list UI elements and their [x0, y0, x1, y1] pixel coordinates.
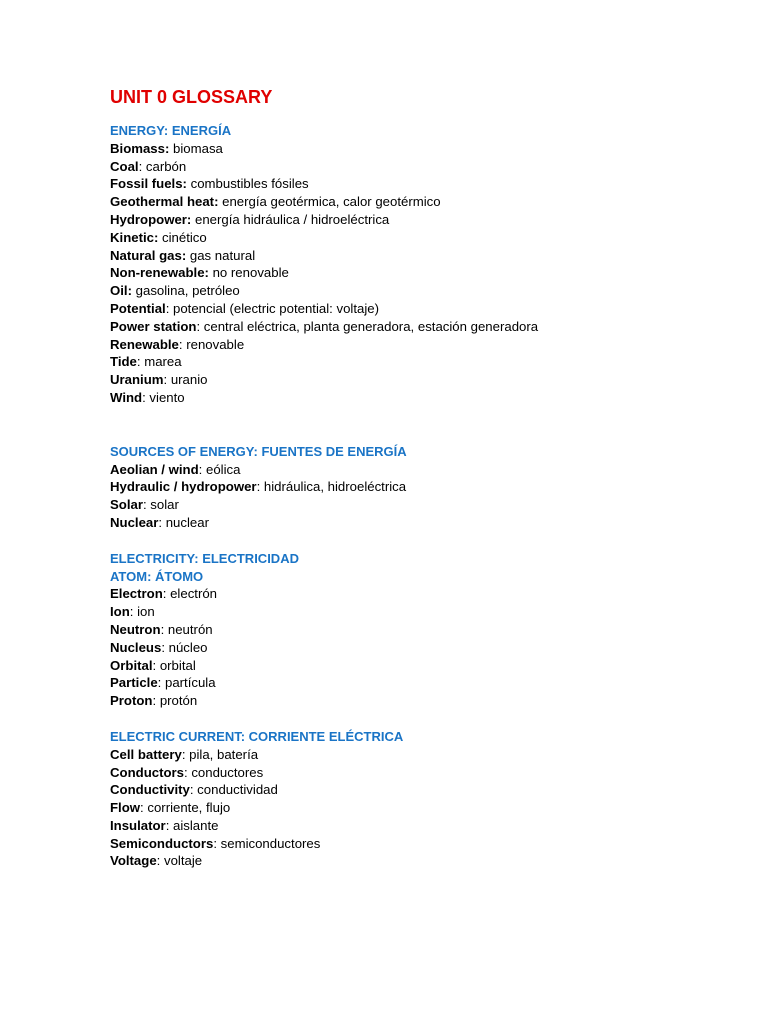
glossary-entry — [110, 852, 730, 870]
entry-term: Hydropower: — [110, 211, 192, 227]
entry-definition: gasolina, petróleo — [131, 283, 240, 299]
entry-definition: : aislante — [165, 817, 219, 833]
glossary-entry — [110, 264, 730, 282]
entry-term: Power station — [110, 318, 197, 334]
glossary-entry — [110, 657, 730, 675]
glossary-entry — [110, 336, 730, 354]
glossary-entry — [110, 211, 730, 229]
glossary-entry — [110, 692, 730, 710]
glossary-entry — [110, 353, 730, 371]
glossary-entry — [110, 817, 730, 835]
entry-definition: : semiconductores — [213, 835, 321, 851]
entry-definition: : pila, batería — [181, 746, 259, 762]
entry-definition: : uranio — [163, 372, 208, 388]
glossary-entry — [110, 371, 730, 389]
glossary-entry — [110, 193, 730, 211]
section-heading: ENERGY: ENERGÍA — [110, 123, 232, 138]
glossary-page — [110, 84, 730, 870]
entry-term: Natural gas: — [110, 247, 187, 263]
entry-term: Biomass: — [110, 140, 170, 156]
entry-term: Semiconductors — [110, 835, 214, 851]
entry-term: Nuclear — [110, 514, 159, 530]
entry-term: Renewable — [110, 336, 179, 352]
glossary-entry — [110, 175, 730, 193]
glossary-entry — [110, 764, 730, 782]
entry-term: Non-renewable: — [110, 265, 209, 281]
entry-term: Potential — [110, 300, 166, 316]
glossary-entry — [110, 603, 730, 621]
section-electricity-atom — [110, 550, 730, 710]
entry-term: Proton — [110, 693, 153, 709]
entry-definition: : marea — [136, 354, 182, 370]
entry-definition: : partícula — [157, 675, 216, 691]
glossary-entry — [110, 478, 730, 496]
entry-definition: : corriente, flujo — [140, 800, 231, 816]
glossary-entry — [110, 621, 730, 639]
entry-definition: : carbón — [138, 158, 187, 174]
entry-term: Flow — [110, 800, 141, 816]
entry-term: Conductivity — [110, 782, 190, 798]
entry-definition: : ion — [129, 604, 155, 620]
entry-term: Solar — [110, 497, 143, 513]
entry-definition: : núcleo — [161, 639, 208, 655]
entry-definition: : nuclear — [158, 514, 209, 530]
entry-definition: biomasa — [169, 140, 223, 156]
entry-definition: : voltaje — [156, 853, 203, 869]
spacer — [110, 532, 730, 550]
entry-definition: : viento — [142, 389, 185, 405]
entry-term: Cell battery — [110, 746, 182, 762]
entry-term: Hydraulic / hydropower — [110, 479, 257, 495]
glossary-entry — [110, 496, 730, 514]
glossary-entry — [110, 247, 730, 265]
page-title: UNIT 0 GLOSSARY — [110, 87, 273, 107]
glossary-entry — [110, 229, 730, 247]
entry-definition: : electrón — [162, 586, 218, 602]
entry-term: Neutron — [110, 621, 161, 637]
entry-term: Fossil fuels: — [110, 176, 187, 192]
glossary-entry — [110, 674, 730, 692]
glossary-entry — [110, 639, 730, 657]
section-sources-of-energy — [110, 443, 730, 532]
entry-term: Coal — [110, 158, 139, 174]
entry-term: Orbital — [110, 657, 153, 673]
spacer — [110, 407, 730, 443]
entry-term: Geothermal heat: — [110, 194, 219, 210]
entry-term: Nucleus — [110, 639, 162, 655]
glossary-entry — [110, 781, 730, 799]
entry-definition: gas natural — [186, 247, 256, 263]
glossary-entry — [110, 799, 730, 817]
section-energy — [110, 122, 730, 407]
glossary-entry — [110, 318, 730, 336]
entry-definition: : central eléctrica, planta generadora, estación generadora — [196, 318, 539, 334]
glossary-entry — [110, 389, 730, 407]
glossary-entry — [110, 585, 730, 603]
section-heading: SOURCES OF ENERGY: FUENTES DE ENERGÍA — [110, 443, 407, 459]
glossary-entry — [110, 158, 730, 176]
entry-term: Insulator — [110, 817, 166, 833]
entry-term: Conductors — [110, 764, 184, 780]
section-heading: ELECTRIC CURRENT: CORRIENTE ELÉCTRICA — [110, 728, 404, 744]
entry-definition: : conductividad — [189, 782, 278, 798]
entry-definition: : eólica — [198, 461, 241, 477]
entry-definition: cinético — [158, 229, 207, 245]
entry-definition: energía geotérmica, calor geotérmico — [218, 194, 441, 210]
glossary-entry — [110, 746, 730, 764]
section-electric-current — [110, 728, 730, 870]
entry-term: Wind — [110, 389, 143, 405]
entry-term: Particle — [110, 675, 158, 691]
entry-definition: : renovable — [178, 336, 245, 352]
entry-term: Electron — [110, 586, 163, 602]
entry-term: Uranium — [110, 372, 164, 388]
entry-definition: : potencial (electric potential: voltaje) — [165, 300, 379, 316]
entry-term: Voltage — [110, 853, 157, 869]
entry-definition: : hidráulica, hidroeléctrica — [256, 479, 407, 495]
entry-definition: : protón — [152, 693, 198, 709]
section-heading: ELECTRICITY: ELECTRICIDAD — [110, 550, 299, 566]
entry-term: Kinetic: — [110, 229, 159, 245]
entry-term: Oil: — [110, 283, 132, 299]
entry-term: Aeolian / wind — [110, 461, 199, 477]
spacer — [110, 710, 730, 728]
entry-term: Ion — [110, 604, 130, 620]
entry-definition: energía hidráulica / hidroeléctrica — [191, 211, 390, 227]
entry-term: Tide — [110, 354, 137, 370]
glossary-entry — [110, 514, 730, 532]
entry-definition: : solar — [142, 497, 179, 513]
glossary-entry — [110, 835, 730, 853]
section-subheading: ATOM: ÁTOMO — [110, 568, 204, 584]
entry-definition: : conductores — [184, 764, 264, 780]
glossary-entry — [110, 300, 730, 318]
glossary-entry — [110, 282, 730, 300]
entry-definition: combustibles fósiles — [186, 176, 309, 192]
entry-definition: : neutrón — [160, 621, 213, 637]
entry-definition: : orbital — [152, 657, 196, 673]
glossary-entry — [110, 461, 730, 479]
glossary-entry — [110, 140, 730, 158]
entry-definition: no renovable — [208, 265, 289, 281]
